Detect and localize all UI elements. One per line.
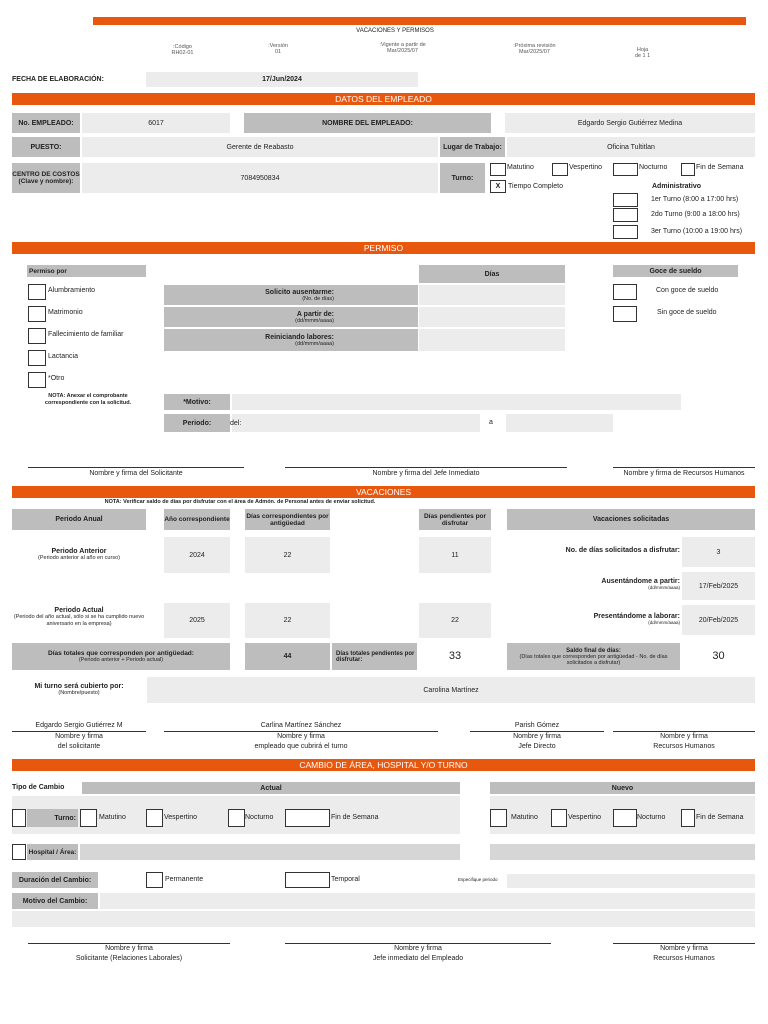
vac-sig3-l1: Nombre y firma bbox=[513, 733, 561, 740]
con-goce-checkbox[interactable] bbox=[613, 284, 637, 300]
nombre-empleado-label: NOMBRE DEL EMPLEADO: bbox=[244, 113, 491, 133]
turno2-checkbox[interactable] bbox=[613, 208, 638, 222]
nuevo-fin-semana-checkbox[interactable] bbox=[681, 809, 695, 827]
matutino-label: Matutino bbox=[507, 164, 534, 171]
solicito-field[interactable] bbox=[419, 285, 565, 305]
fallecimiento-label: Fallecimiento de familiar bbox=[48, 331, 124, 338]
lactancia-label: Lactancia bbox=[48, 353, 78, 360]
nuevo-nocturno-label: Nocturno bbox=[637, 814, 666, 821]
vac-sig3-line bbox=[470, 731, 604, 732]
actual-header: Actual bbox=[82, 782, 460, 794]
sin-goce-checkbox[interactable] bbox=[613, 306, 637, 322]
solicito-label-text: Solicito ausentarme: bbox=[265, 288, 334, 296]
hospital-actual-field[interactable] bbox=[80, 844, 460, 860]
presentandome-field[interactable]: 20/Feb/2025 bbox=[682, 605, 755, 635]
motivo-cambio-field-2[interactable] bbox=[12, 911, 755, 927]
nocturno-checkbox[interactable] bbox=[613, 163, 638, 176]
turno3-checkbox[interactable] bbox=[613, 225, 638, 239]
puesto-field[interactable]: Gerente de Reabasto bbox=[82, 137, 438, 157]
turno-cambio-checkbox[interactable] bbox=[12, 809, 26, 827]
hoja-value: de 1 1 bbox=[634, 53, 651, 59]
nocturno-label: Nocturno bbox=[639, 164, 668, 171]
periodo-del-label: del: bbox=[230, 419, 242, 427]
tipo-cambio-label: Tipo de Cambio bbox=[12, 784, 65, 791]
dias-header: Días bbox=[419, 265, 565, 283]
revision-label: :Próxima revisión bbox=[513, 43, 556, 49]
especifique-field[interactable] bbox=[507, 874, 755, 888]
vespertino-label: Vespertino bbox=[569, 164, 603, 171]
turno3-label: 3er Turno (10:00 a 19:00 hrs) bbox=[651, 228, 743, 235]
doc-title: VACACIONES Y PERMISOS bbox=[356, 28, 434, 34]
centro-costos-label: CENTRO DE COSTOS (Clave y nombre): bbox=[12, 163, 80, 193]
anterior-dias-field[interactable]: 22 bbox=[245, 537, 330, 573]
cambio-sig3-l2: Recursos Humanos bbox=[653, 955, 715, 962]
vac-sig1-name: Edgardo Sergio Gutiérrez M bbox=[35, 722, 123, 729]
nuevo-vespertino-label: Vespertino bbox=[568, 814, 602, 821]
permiso-firma-jefe: Nombre y firma del Jefe Inmediato bbox=[372, 470, 480, 477]
pendientes-totales-label: Días totales pendientes por disfrutar: bbox=[332, 643, 417, 670]
nuevo-matutino-label: Matutino bbox=[511, 814, 538, 821]
solicito-label bbox=[164, 285, 418, 305]
motivo-cambio-field[interactable] bbox=[100, 893, 755, 909]
ausentandome-sub: (dd/mmm/aaaa) bbox=[648, 585, 680, 590]
turno1-label: 1er Turno (8:00 a 17:00 hrs) bbox=[651, 196, 739, 203]
anterior-anio-field[interactable]: 2024 bbox=[164, 537, 230, 573]
lugar-trabajo-label: Lugar de Trabajo: bbox=[440, 137, 505, 157]
alumbramiento-label: Alumbramiento bbox=[48, 287, 96, 294]
tiempo-completo-label: Tiempo Completo bbox=[508, 183, 563, 190]
otro-label: *Otro bbox=[48, 375, 65, 382]
section-vacaciones: VACACIONES bbox=[12, 486, 755, 498]
nuevo-nocturno-checkbox[interactable] bbox=[613, 809, 637, 827]
nuevo-turno-checkbox[interactable] bbox=[490, 809, 507, 827]
matrimonio-label: Matrimonio bbox=[48, 309, 83, 316]
apartir-label-text: A partir de: bbox=[296, 310, 334, 318]
section-cambio: CAMBIO DE ÁREA, HOSPITAL Y/O TURNO bbox=[12, 759, 755, 771]
permiso-por-label: Permiso por bbox=[27, 265, 146, 277]
hoja-block bbox=[620, 47, 665, 59]
presentandome-sub: (dd/mmm/aaaa) bbox=[648, 620, 680, 625]
vigente-block bbox=[365, 42, 440, 54]
vacaciones-nota: NOTA: Verificar saldo de días por disfrutar con el área de Admón. de Personal antes de enviar solicitud. bbox=[104, 499, 376, 505]
permiso-firma-jefe-line bbox=[285, 467, 567, 468]
cubierto-label bbox=[12, 683, 146, 696]
header-bar bbox=[93, 17, 746, 25]
solicito-sub: (No. de días) bbox=[302, 295, 334, 302]
ausentandome-field[interactable]: 17/Feb/2025 bbox=[682, 572, 755, 600]
fin-semana-checkbox[interactable] bbox=[681, 163, 695, 176]
vac-sig4-l1: Nombre y firma bbox=[660, 733, 708, 740]
revision-block bbox=[497, 43, 572, 55]
nombre-empleado-field[interactable]: Edgardo Sergio Gutiérrez Medina bbox=[505, 113, 755, 133]
temporal-label: Temporal bbox=[331, 876, 360, 883]
vac-sig1-line bbox=[12, 731, 146, 732]
periodo-anterior-sub: (Periodo anterior al año en curso) bbox=[38, 555, 120, 561]
no-empleado-field[interactable]: 6017 bbox=[82, 113, 230, 133]
cambio-sig2-l2: Jefe inmediato del Empleado bbox=[372, 955, 464, 962]
vac-sig4-line bbox=[613, 731, 755, 732]
col-anio: Año correspondiente bbox=[164, 509, 230, 530]
presentandome-label bbox=[507, 613, 680, 625]
periodo-label: Periodo: bbox=[164, 414, 230, 432]
codigo-block bbox=[160, 44, 205, 56]
no-empleado-label: No. EMPLEADO: bbox=[12, 113, 80, 133]
fallecimiento-checkbox[interactable] bbox=[28, 328, 46, 344]
periodo-al-label: a bbox=[489, 419, 493, 426]
lugar-trabajo-field[interactable]: Oficina Tultitlan bbox=[507, 137, 755, 157]
col-dias-correspondientes: Días correspondientes por antigüedad bbox=[245, 509, 330, 530]
no-dias-label: No. de días solicitados a disfrutar: bbox=[565, 547, 680, 554]
actual-dias-field[interactable]: 22 bbox=[245, 603, 330, 638]
section-datos-empleado: DATOS DEL EMPLEADO bbox=[12, 93, 755, 105]
periodo-actual-title: Periodo Actual bbox=[54, 607, 104, 614]
totales-label bbox=[12, 643, 230, 670]
periodo-anterior-label bbox=[12, 548, 146, 561]
permiso-firma-solicitante: Nombre y firma del Solicitante bbox=[89, 470, 183, 477]
reiniciando-sub: (dd/mmm/aaaa) bbox=[295, 340, 334, 347]
matutino-checkbox[interactable] bbox=[490, 163, 506, 176]
permanente-checkbox[interactable] bbox=[146, 872, 163, 888]
actual-fin-semana-checkbox[interactable] bbox=[285, 809, 330, 827]
sin-goce-label: Sin goce de sueldo bbox=[657, 309, 717, 316]
ausentandome-label-text: Ausentándome a partir: bbox=[601, 578, 680, 585]
cambio-sig2-l1: Nombre y firma bbox=[394, 945, 442, 952]
periodo-al-field[interactable] bbox=[506, 414, 613, 432]
reiniciando-field[interactable] bbox=[419, 329, 565, 351]
cambio-sig1-line bbox=[28, 943, 230, 944]
periodo-actual-sub: (Periodo del año actual, sólo si se ha cumplido nuevo aniversario en la empresa) bbox=[13, 614, 145, 627]
reiniciando-label-text: Reiniciando labores: bbox=[265, 333, 334, 341]
vac-sig1-l1: Nombre y firma bbox=[55, 733, 103, 740]
nuevo-fin-semana-label: Fin de Semana bbox=[696, 814, 744, 821]
actual-fin-semana-label: Fin de Semana bbox=[331, 814, 379, 821]
goce-sueldo-header: Goce de sueldo bbox=[613, 265, 738, 277]
actual-vespertino-label: Vespertino bbox=[164, 814, 198, 821]
col-vacaciones-solicitadas: Vacaciones solicitadas bbox=[507, 509, 755, 530]
vac-sig4-l2: Recursos Humanos bbox=[653, 743, 715, 750]
totales-label-text: Días totales que corresponden por antigüedad: bbox=[48, 650, 194, 657]
vac-sig2-line bbox=[164, 731, 438, 732]
apartir-sub: (dd/mmm/aaaa) bbox=[295, 317, 334, 324]
saldo-label-text: Saldo final de días: bbox=[566, 647, 621, 654]
nuevo-vespertino-checkbox[interactable] bbox=[551, 809, 567, 827]
vigente-label: :Vigente a partir de bbox=[379, 42, 426, 48]
hospital-nuevo-field[interactable] bbox=[490, 844, 755, 860]
fin-semana-label: Fin de Semana bbox=[696, 164, 744, 171]
cubierto-sub: (Nombre/puesto) bbox=[58, 690, 100, 696]
puesto-label: PUESTO: bbox=[12, 137, 80, 157]
codigo-label: :Código bbox=[173, 44, 192, 50]
matrimonio-checkbox[interactable] bbox=[28, 306, 46, 322]
permiso-firma-rh-line bbox=[613, 467, 755, 468]
cambio-turno-label: Turno: bbox=[27, 809, 78, 827]
no-dias-field[interactable]: 3 bbox=[682, 537, 755, 567]
hospital-label: Hospital / Área: bbox=[27, 844, 78, 860]
permiso-firma-solicitante-line bbox=[28, 467, 244, 468]
tiempo-completo-checkbox[interactable]: X bbox=[490, 180, 506, 193]
actual-nocturno-label: Nocturno bbox=[245, 814, 274, 821]
actual-nocturno-checkbox[interactable] bbox=[228, 809, 245, 827]
totales-sub: (Periodo anterior + Periodo actual) bbox=[78, 657, 164, 663]
vac-sig1-l2: del solicitante bbox=[57, 743, 101, 750]
presentandome-label-text: Presentándome a laborar: bbox=[593, 613, 680, 620]
pendientes-totales-field[interactable]: 33 bbox=[448, 650, 462, 662]
cambio-sig1-l1: Nombre y firma bbox=[105, 945, 153, 952]
vac-sig2-l2: empleado que cubrirá el turno bbox=[254, 743, 348, 750]
cubierto-label-text: Mi turno será cubierto por: bbox=[34, 683, 124, 690]
saldo-field[interactable]: 30 bbox=[712, 650, 725, 662]
lactancia-checkbox[interactable] bbox=[28, 350, 46, 366]
turno1-checkbox[interactable] bbox=[613, 193, 638, 207]
codigo-value: RH02-01 bbox=[171, 50, 194, 56]
vac-sig2-name: Carlina Martínez Sánchez bbox=[260, 722, 342, 729]
col-periodo-anual: Periodo Anual bbox=[12, 509, 146, 530]
fecha-label: FECHA DE ELABORACIÓN: bbox=[12, 76, 104, 83]
cambio-sig1-l2: Solicitante (Relaciones Laborales) bbox=[75, 955, 183, 962]
apartir-field[interactable] bbox=[419, 307, 565, 327]
version-label: :Versión bbox=[268, 43, 288, 49]
col-dias-pendientes: Días pendientes por disfrutar bbox=[419, 509, 491, 530]
section-permiso: PERMISO bbox=[12, 242, 755, 254]
fecha-field[interactable]: 17/Jun/2024 bbox=[146, 72, 418, 87]
temporal-checkbox[interactable] bbox=[285, 872, 330, 888]
turno2-label: 2do Turno (9:00 a 18:00 hrs) bbox=[651, 211, 740, 218]
version-value: 01 bbox=[274, 49, 282, 55]
vac-sig3-l2: Jefe Directo bbox=[518, 743, 556, 750]
actual-anio-field[interactable]: 2025 bbox=[164, 603, 230, 638]
vespertino-checkbox[interactable] bbox=[552, 163, 568, 176]
anterior-pendientes-field[interactable]: 11 bbox=[419, 537, 491, 573]
turno-label: Turno: bbox=[440, 163, 485, 193]
actual-pendientes-field[interactable]: 22 bbox=[419, 603, 491, 638]
revision-value: Mar/2025/07 bbox=[519, 49, 550, 55]
centro-costos-field[interactable]: 7084950834 bbox=[82, 163, 438, 193]
motivo-field[interactable] bbox=[232, 394, 681, 410]
vigente-value: Mar/2025/07 bbox=[387, 48, 418, 54]
cambio-sig3-line bbox=[613, 943, 755, 944]
vac-sig2-l1: Nombre y firma bbox=[277, 733, 325, 740]
duracion-label: Duración del Cambio: bbox=[12, 872, 98, 888]
reiniciando-label bbox=[164, 329, 418, 351]
apartir-label bbox=[164, 307, 418, 327]
periodo-actual-label bbox=[12, 607, 146, 627]
hospital-checkbox[interactable] bbox=[12, 844, 26, 860]
permiso-firma-rh: Nombre y firma de Recursos Humanos bbox=[623, 470, 745, 477]
vac-sig3-name: Parish Gómez bbox=[514, 722, 560, 729]
actual-matutino-checkbox[interactable] bbox=[80, 809, 97, 827]
cubierto-field[interactable]: Carolina Martínez bbox=[147, 677, 755, 703]
cambio-sig2-line bbox=[285, 943, 551, 944]
administrativo-label: Administrativo bbox=[652, 183, 702, 190]
totales-field[interactable]: 44 bbox=[245, 643, 330, 670]
motivo-cambio-label: Motivo del Cambio: bbox=[12, 893, 98, 909]
saldo-label bbox=[507, 643, 680, 670]
periodo-anterior-title: Periodo Anterior bbox=[51, 548, 107, 555]
periodo-del-field[interactable] bbox=[232, 414, 480, 432]
actual-vespertino-checkbox[interactable] bbox=[146, 809, 163, 827]
motivo-label: *Motivo: bbox=[164, 394, 230, 410]
con-goce-label: Con goce de sueldo bbox=[656, 287, 719, 294]
version-block bbox=[258, 43, 298, 55]
hoja-label: Hoja bbox=[636, 47, 649, 53]
saldo-sub: (Días totales que corresponden por antigüedad - No. de días solicitados a disfrutar) bbox=[519, 653, 668, 666]
ausentandome-label bbox=[507, 578, 680, 590]
especifique-label: Especifique periodo bbox=[458, 877, 498, 882]
otro-checkbox[interactable] bbox=[28, 372, 46, 388]
permiso-nota: NOTA: Anexar el comprobante correspondiente con la solicitud. bbox=[44, 393, 132, 406]
cambio-sig3-l1: Nombre y firma bbox=[660, 945, 708, 952]
nuevo-header: Nuevo bbox=[490, 782, 755, 794]
permanente-label: Permanente bbox=[165, 876, 204, 883]
actual-matutino-label: Matutino bbox=[99, 814, 126, 821]
alumbramiento-checkbox[interactable] bbox=[28, 284, 46, 300]
